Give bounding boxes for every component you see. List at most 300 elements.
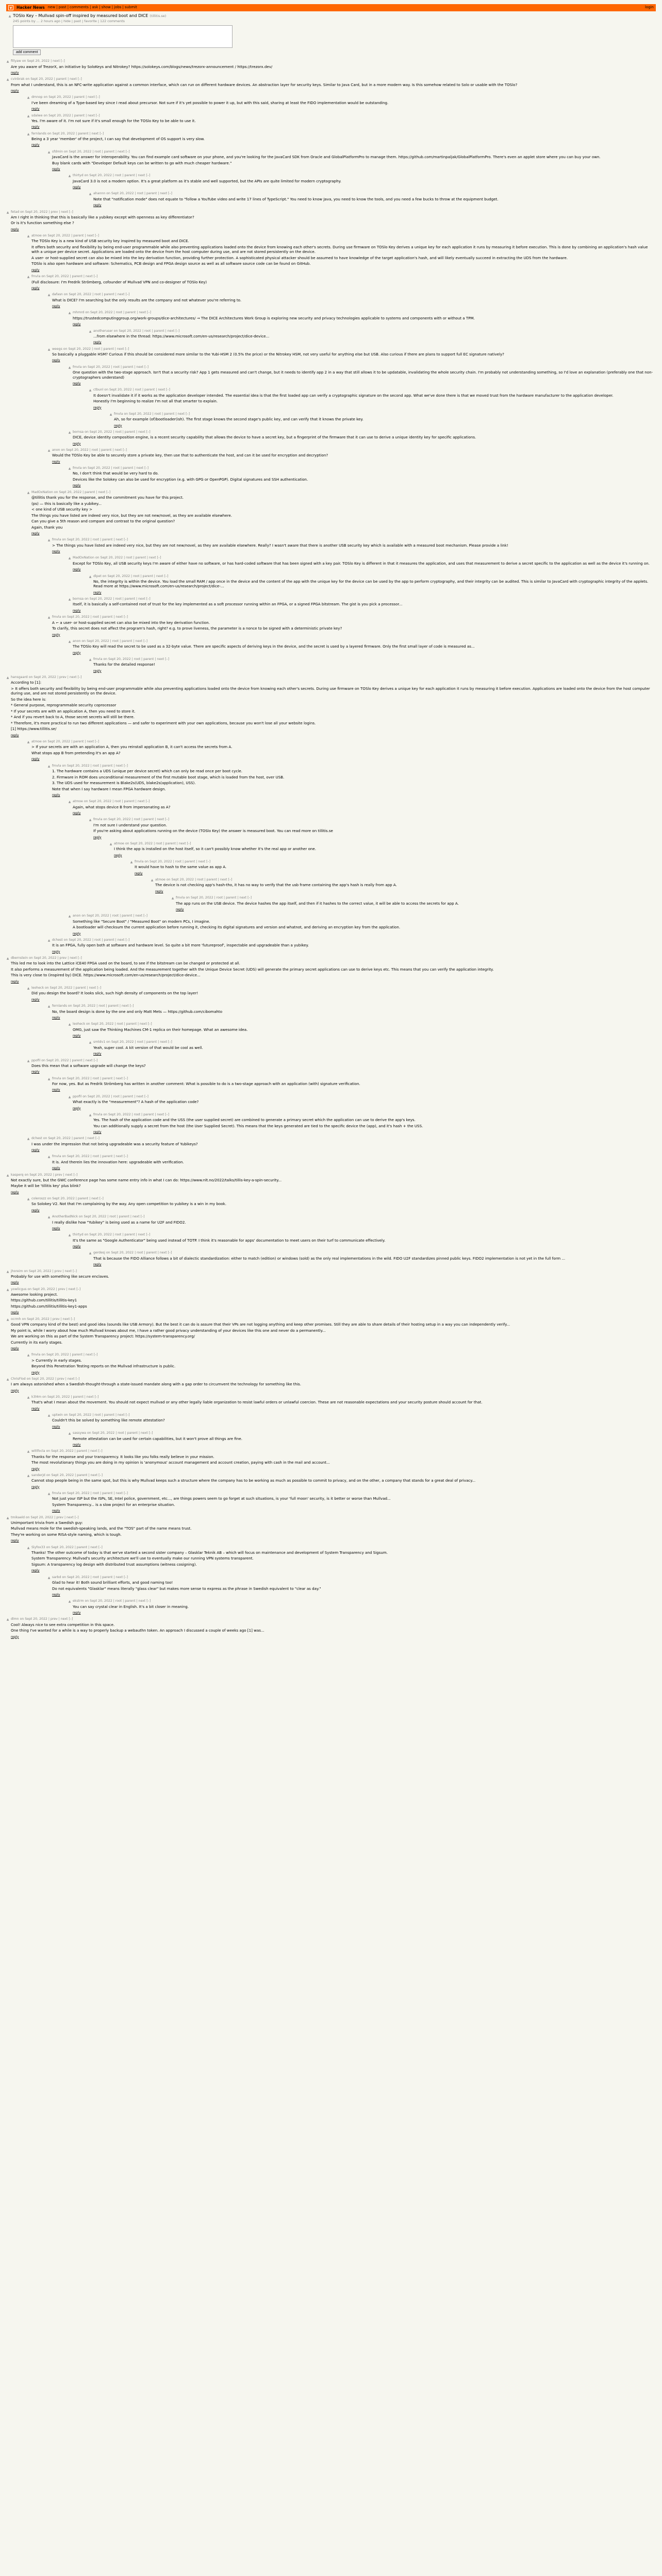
comment-nav-links[interactable]: | root | parent | next [–] <box>115 1431 153 1435</box>
comment-username[interactable]: fmvla <box>52 1491 61 1495</box>
comment-age-link[interactable]: on Sept 20, 2022 <box>62 615 90 619</box>
comment-nav-links[interactable]: | prev | next [–] <box>48 210 73 214</box>
upvote-arrow-icon[interactable]: ▲ <box>6 78 9 82</box>
comment-age-link[interactable]: on Sept 20, 2022 <box>61 448 89 452</box>
comment-reply-link[interactable]: reply <box>11 1635 19 1639</box>
comment-reply-link[interactable]: reply <box>73 608 81 613</box>
upvote-arrow-icon[interactable]: ▲ <box>27 490 30 495</box>
upvote-arrow-icon[interactable]: ▲ <box>47 293 51 297</box>
comment-reply-link[interactable]: reply <box>31 286 40 291</box>
comment-nav-links[interactable]: | root | parent | next [–] <box>142 329 180 333</box>
story-domain-link[interactable]: (tillitis.se) <box>150 14 167 18</box>
comment-username[interactable]: tmikaeld <box>11 1515 25 1519</box>
upvote-arrow-icon[interactable]: ▲ <box>89 574 92 579</box>
comment-reply-link[interactable]: reply <box>93 341 102 345</box>
upvote-arrow-icon[interactable]: ▲ <box>68 467 71 471</box>
comment-reply-link[interactable]: reply <box>176 908 184 912</box>
comment-username[interactable]: coleroszz <box>31 1197 46 1201</box>
comment-age-link[interactable]: on Sept 20, 2022 <box>84 174 112 178</box>
comment-reply-link[interactable]: reply <box>31 1467 40 1471</box>
comment-reply-link[interactable]: reply <box>11 733 19 737</box>
nav-link[interactable]: comments <box>70 5 89 10</box>
comment-username[interactable]: k3l4m <box>31 1395 42 1399</box>
comment-age-link[interactable]: on Sept 20, 2022 <box>62 1575 90 1579</box>
comment-age-link[interactable]: on Sept 20, 2022 <box>82 365 110 369</box>
upvote-arrow-icon[interactable]: ▲ <box>151 878 154 883</box>
comment-reply-link[interactable]: reply <box>73 484 81 488</box>
comment-age-link[interactable]: on Sept 20, 2022 <box>106 192 134 196</box>
upvote-arrow-icon[interactable]: ▲ <box>89 192 92 196</box>
upvote-arrow-icon[interactable]: ▲ <box>47 150 51 154</box>
comment-age-link[interactable]: on Sept 20, 2022 <box>78 1215 107 1219</box>
comment-reply-link[interactable]: reply <box>11 1388 19 1393</box>
comment-reply-link[interactable]: reply <box>52 460 60 464</box>
comment-age-link[interactable]: on Sept 20, 2022 <box>62 1076 90 1080</box>
comment-age-link[interactable]: on Sept 20, 2022 <box>95 556 123 560</box>
comment-age-link[interactable]: on Sept 20, 2022 <box>20 210 48 214</box>
upvote-arrow-icon[interactable]: ▲ <box>68 1233 71 1238</box>
comment-username[interactable]: yowlicgus <box>11 1287 27 1291</box>
comment-username[interactable]: atmoe <box>31 740 42 744</box>
upvote-arrow-icon[interactable]: ▲ <box>47 1215 51 1219</box>
comment-age-link[interactable]: on Sept 20, 2022 <box>102 574 130 578</box>
comment-username[interactable]: fmvla <box>52 615 61 619</box>
comment-age-link[interactable]: on Sept 20, 2022 <box>106 1040 134 1044</box>
comment-username[interactable]: uptwin <box>52 1413 63 1417</box>
comment-username[interactable]: ppofil <box>73 1094 82 1098</box>
comment-nav-links[interactable]: | root | parent | next [–] <box>110 914 148 918</box>
comment-reply-link[interactable]: reply <box>52 550 60 554</box>
upvote-arrow-icon[interactable]: ▲ <box>47 1077 51 1081</box>
comment-nav-links[interactable]: | prev | next [–] <box>53 1173 78 1177</box>
comment-reply-link[interactable]: reply <box>31 1070 40 1074</box>
upvote-arrow-icon[interactable]: ▲ <box>6 1269 9 1274</box>
comment-username[interactable]: bornsa <box>73 430 84 434</box>
comment-username[interactable]: ahannn <box>93 192 106 196</box>
comment-reply-link[interactable]: reply <box>73 1611 81 1615</box>
comment-username[interactable]: ekstrm <box>73 1599 84 1603</box>
comment-reply-link[interactable]: reply <box>31 143 40 147</box>
comment-age-link[interactable]: on Sept 20, 2022 <box>41 275 69 279</box>
upvote-arrow-icon[interactable]: ▲ <box>68 1432 71 1436</box>
comment-reply-link[interactable]: reply <box>31 1208 40 1212</box>
comment-reply-link[interactable]: reply <box>73 1443 81 1447</box>
comment-reply-link[interactable]: reply <box>52 1227 60 1231</box>
nav-link[interactable]: new <box>47 5 56 10</box>
comment-reply-link[interactable]: reply <box>114 423 122 428</box>
comment-reply-link[interactable]: reply <box>31 268 40 272</box>
comment-age-link[interactable]: on Sept 20, 2022 <box>85 311 113 315</box>
upvote-arrow-icon[interactable]: ▲ <box>6 1287 9 1292</box>
upvote-arrow-icon[interactable]: ▲ <box>27 987 30 991</box>
comment-age-link[interactable]: on Sept 20, 2022 <box>29 956 57 960</box>
comment-nav-links[interactable]: | root | parent | next [–] <box>90 1076 128 1080</box>
comment-username[interactable]: fmvla <box>93 657 103 661</box>
upvote-arrow-icon[interactable]: ▲ <box>27 1450 30 1454</box>
comment-age-link[interactable]: on Sept 20, 2022 <box>85 597 112 601</box>
nav-link[interactable]: ask <box>92 5 98 10</box>
upvote-arrow-icon[interactable]: ▲ <box>47 347 51 351</box>
comment-reply-link[interactable]: reply <box>11 979 19 984</box>
comment-reply-link[interactable]: reply <box>52 633 60 637</box>
comment-nav-links[interactable]: | prev | next [–] <box>50 1317 75 1321</box>
comment-reply-link[interactable]: reply <box>73 811 81 816</box>
upvote-arrow-icon[interactable]: ▲ <box>68 914 71 919</box>
comment-username[interactable]: dchest <box>52 938 63 942</box>
upvote-arrow-icon[interactable]: ▲ <box>89 1251 92 1256</box>
comment-nav-links[interactable]: | root | parent | next [–] <box>131 574 169 578</box>
comment-reply-link[interactable]: reply <box>31 107 40 111</box>
comment-username[interactable]: dlpet <box>93 574 102 578</box>
comment-nav-links[interactable]: | root | parent | next [–] <box>90 1155 128 1159</box>
comment-username[interactable]: anon <box>73 914 81 918</box>
comment-username[interactable]: cvinbrak <box>11 77 25 81</box>
upvote-arrow-icon[interactable]: ▲ <box>68 1600 71 1604</box>
comment-username[interactable]: bornsa <box>73 597 84 601</box>
comment-nav-links[interactable]: | parent | next [–] <box>82 490 111 494</box>
comment-age-link[interactable]: on Sept 20, 2022 <box>22 1317 49 1321</box>
upvote-arrow-icon[interactable]: ▲ <box>47 764 51 768</box>
comment-username[interactable]: MadOxNation <box>31 490 53 494</box>
comment-reply-link[interactable]: reply <box>11 1311 19 1315</box>
upvote-arrow-icon[interactable]: ▲ <box>6 1618 9 1622</box>
comment-nav-links[interactable]: | parent | next [–] <box>71 1137 100 1141</box>
comment-reply-link[interactable]: reply <box>52 1166 60 1171</box>
upvote-arrow-icon[interactable]: ▲ <box>47 449 51 453</box>
comment-age-link[interactable]: on Sept 20, 2022 <box>86 1022 114 1026</box>
upvote-arrow-icon[interactable]: ▲ <box>27 1396 30 1400</box>
comment-reply-link[interactable]: reply <box>31 997 40 1002</box>
comment-reply-link[interactable]: reply <box>73 568 81 572</box>
comment-reply-link[interactable]: reply <box>73 1106 81 1110</box>
comment-nav-links[interactable]: | root | parent | next [–] <box>96 1004 134 1008</box>
upvote-arrow-icon[interactable]: ▲ <box>27 234 30 239</box>
comment-reply-link[interactable]: reply <box>31 1406 40 1411</box>
comment-age-link[interactable]: on Sept 20, 2022 <box>144 860 172 864</box>
comment-nav-links[interactable]: | parent | next [–] <box>72 113 100 117</box>
comment-reply-link[interactable]: reply <box>73 651 81 655</box>
comment-nav-links[interactable]: | prev | next [–] <box>57 956 82 960</box>
add-comment-button[interactable]: add comment <box>13 49 41 55</box>
comment-username[interactable]: wittfocla <box>31 1449 45 1453</box>
comment-nav-links[interactable]: | root | parent | next [–] <box>90 1491 128 1495</box>
comment-reply-link[interactable]: reply <box>114 853 122 857</box>
upvote-arrow-icon[interactable]: ▲ <box>68 800 71 804</box>
comment-age-link[interactable]: on Sept 20, 2022 <box>82 1094 110 1098</box>
comment-age-link[interactable]: on Sept 20, 2022 <box>42 1395 70 1399</box>
comment-age-link[interactable]: on Sept 20, 2022 <box>103 657 131 661</box>
comment-age-link[interactable]: on Sept 20, 2022 <box>113 329 141 333</box>
comment-age-link[interactable]: on Sept 20, 2022 <box>85 1599 112 1603</box>
comment-nav-links[interactable]: | root | parent | next [–] <box>131 1112 169 1116</box>
comment-nav-links[interactable]: | root | parent | next [–] <box>135 1251 172 1255</box>
comment-nav-links[interactable]: | prev | next [–] <box>52 1269 77 1273</box>
comment-username[interactable]: fmvla <box>52 538 61 542</box>
comment-reply-link[interactable]: reply <box>31 1148 40 1153</box>
comment-nav-links[interactable]: | root | parent | next [–] <box>89 448 127 452</box>
comment-username[interactable]: fmvla <box>93 818 103 822</box>
upvote-arrow-icon[interactable]: ▲ <box>27 1473 30 1478</box>
comment-username[interactable]: sfdmin <box>52 149 63 154</box>
comment-username[interactable]: ppofil <box>31 1058 41 1062</box>
upvote-arrow-icon[interactable]: ▲ <box>68 598 71 602</box>
comment-reply-link[interactable]: reply <box>52 1509 60 1513</box>
comment-nav-links[interactable]: | root | parent | next [–] <box>214 896 252 900</box>
comment-nav-links[interactable]: | parent | next [–] <box>70 1353 98 1357</box>
comment-reply-link[interactable]: reply <box>31 1485 40 1489</box>
comment-age-link[interactable]: on Sept 20, 2022 <box>103 818 131 822</box>
upvote-arrow-icon[interactable]: ▲ <box>68 311 71 315</box>
comment-age-link[interactable]: on Sept 20, 2022 <box>24 1269 52 1273</box>
comment-nav-links[interactable]: | next [–] <box>51 59 65 63</box>
comment-nav-links[interactable]: | root | parent | next [–] <box>173 860 210 864</box>
comment-age-link[interactable]: on Sept 20, 2022 <box>166 878 194 882</box>
comment-nav-links[interactable]: | root | parent | next [–] <box>107 1215 145 1219</box>
comment-nav-links[interactable]: | parent | next [–] <box>70 1058 98 1062</box>
comment-nav-links[interactable]: | root | parent | next [–] <box>92 347 129 351</box>
comment-age-link[interactable]: on Sept 20, 2022 <box>106 1251 134 1255</box>
comment-nav-links[interactable]: | root | parent | next [–] <box>90 1575 128 1579</box>
upvote-arrow-icon[interactable]: ▲ <box>47 1414 51 1418</box>
comment-nav-links[interactable]: | root | parent | next [–] <box>92 149 130 154</box>
hn-logo-icon[interactable]: Y <box>8 5 13 10</box>
comment-nav-links[interactable]: | root | parent | next [–] <box>92 293 130 297</box>
comment-username[interactable]: dbernstein <box>11 956 28 960</box>
nav-link[interactable]: submit <box>124 5 137 10</box>
comment-age-link[interactable]: on Sept 20, 2022 <box>25 77 53 81</box>
comment-username[interactable]: anon <box>52 448 60 452</box>
comment-nav-links[interactable]: | root | parent | next [–] <box>111 1094 148 1098</box>
comment-age-link[interactable]: on Sept 20, 2022 <box>81 639 109 643</box>
comment-nav-links[interactable]: | parent | next [–] <box>75 1197 104 1201</box>
comment-nav-links[interactable]: | root | parent | next [–] <box>111 365 148 369</box>
comment-nav-links[interactable]: | root | parent | next [–] <box>112 1233 151 1237</box>
comment-age-link[interactable]: on Sept 20, 2022 <box>125 841 153 845</box>
comment-nav-links[interactable]: | root | parent | next [–] <box>135 192 172 196</box>
comment-reply-link[interactable]: reply <box>52 1425 60 1429</box>
comment-username[interactable]: fmvla <box>135 860 144 864</box>
comment-nav-links[interactable]: | root | parent | next [–] <box>90 615 128 619</box>
comment-username[interactable]: fmvla <box>73 365 82 369</box>
comment-age-link[interactable]: on Sept 20, 2022 <box>62 1491 90 1495</box>
comment-age-link[interactable]: on Sept 20, 2022 <box>28 675 56 680</box>
comment-nav-links[interactable]: | root | parent | next [–] <box>131 818 169 822</box>
comment-reply-link[interactable]: reply <box>93 590 102 595</box>
comment-reply-link[interactable]: reply <box>135 871 143 875</box>
comment-age-link[interactable]: on Sept 20, 2022 <box>42 740 71 744</box>
comment-reply-link[interactable]: reply <box>11 89 19 93</box>
comment-nav-links[interactable]: | parent | next [–] <box>71 740 100 744</box>
comment-username[interactable]: dlmn <box>11 1617 19 1621</box>
comment-nav-links[interactable]: | parent | next [–] <box>76 131 104 135</box>
comment-nav-links[interactable]: | prev | next [–] <box>54 1515 79 1519</box>
comment-age-link[interactable]: on Sept 20, 2022 <box>54 490 82 494</box>
comment-reply-link[interactable]: reply <box>52 359 60 363</box>
comment-age-link[interactable]: on Sept 20, 2022 <box>47 131 75 135</box>
upvote-arrow-icon[interactable]: ▲ <box>89 329 92 333</box>
comment-username[interactable]: ChrisFlod <box>11 1377 26 1381</box>
comment-age-link[interactable]: on Sept 20, 2022 <box>85 430 112 434</box>
comment-reply-link[interactable]: reply <box>93 1130 102 1134</box>
comment-username[interactable]: leoheck <box>31 986 44 990</box>
upvote-arrow-icon[interactable]: ▲ <box>47 1575 51 1580</box>
upvote-arrow-icon[interactable]: ▲ <box>89 1113 92 1117</box>
comment-username[interactable]: fetad <box>11 210 20 214</box>
upvote-arrow-icon[interactable]: ▲ <box>27 1353 30 1358</box>
upvote-arrow-icon[interactable]: ▲ <box>47 938 51 942</box>
comment-reply-link[interactable]: reply <box>11 1190 19 1194</box>
comment-reply-link[interactable]: reply <box>11 227 19 231</box>
comment-nav-links[interactable]: | root | parent | next [–] <box>133 388 170 392</box>
comment-username[interactable]: thirtyd <box>73 174 84 178</box>
comment-reply-link[interactable]: reply <box>52 1016 60 1020</box>
comment-reply-link[interactable]: reply <box>73 382 81 385</box>
comment-nav-links[interactable]: | prev | next [–] <box>56 1287 81 1291</box>
comment-nav-links[interactable]: | parent | next [–] <box>71 1395 99 1399</box>
comment-nav-links[interactable]: | root | parent | next [–] <box>113 1599 151 1603</box>
upvote-arrow-icon[interactable]: ▲ <box>27 1197 30 1201</box>
comment-nav-links[interactable]: | parent | next [–] <box>73 986 102 990</box>
comment-nav-links[interactable]: | prev | next [–] <box>55 1377 80 1381</box>
comment-age-link[interactable]: on Sept 20, 2022 <box>41 1353 69 1357</box>
upvote-arrow-icon[interactable]: ▲ <box>6 957 9 961</box>
comment-username[interactable]: fmvla <box>176 896 185 900</box>
comment-reply-link[interactable]: reply <box>93 204 102 208</box>
nav-link[interactable]: jobs <box>114 5 122 10</box>
comment-username[interactable]: AnotherBadNick <box>52 1215 78 1219</box>
upvote-arrow-icon[interactable]: ▲ <box>6 1516 9 1520</box>
comment-username[interactable]: thirtyd <box>73 1233 84 1237</box>
comment-age-link[interactable]: on Sept 20, 2022 <box>20 1617 47 1621</box>
comment-reply-link[interactable]: reply <box>93 1263 102 1267</box>
comment-nav-links[interactable]: | root | parent | next [–] <box>112 174 151 178</box>
upvote-arrow-icon[interactable]: ▲ <box>68 365 71 369</box>
comment-username[interactable]: fmvla <box>31 1353 41 1357</box>
comment-age-link[interactable]: on Sept 20, 2022 <box>47 1197 75 1201</box>
comment-reply-link[interactable]: reply <box>11 71 19 75</box>
comment-nav-links[interactable]: | parent | next [–] <box>72 95 100 99</box>
comment-username[interactable]: fernlands <box>52 1004 67 1008</box>
comment-age-link[interactable]: on Sept 20, 2022 <box>43 1137 71 1141</box>
comment-age-link[interactable]: on Sept 20, 2022 <box>41 1058 69 1062</box>
comment-nav-links[interactable]: | root | parent | next [–] <box>113 597 151 601</box>
comment-username[interactable]: kasperq <box>11 1173 24 1177</box>
nav-link[interactable]: past <box>58 5 67 10</box>
comment-nav-links[interactable]: | prev | next [–] <box>48 1617 73 1621</box>
upvote-arrow-icon[interactable]: ▲ <box>47 1492 51 1496</box>
upvote-arrow-icon[interactable]: ▲ <box>89 1041 92 1045</box>
upvote-arrow-icon[interactable]: ▲ <box>68 1095 71 1099</box>
comment-age-link[interactable]: on Sept 20, 2022 <box>84 800 112 804</box>
comment-textarea[interactable] <box>13 25 233 48</box>
comment-age-link[interactable]: on Sept 20, 2022 <box>46 1473 74 1477</box>
comment-age-link[interactable]: on Sept 20, 2022 <box>46 1545 74 1549</box>
comment-age-link[interactable]: on Sept 20, 2022 <box>84 1233 112 1237</box>
upvote-arrow-icon[interactable]: ▲ <box>47 1005 51 1009</box>
comment-nav-links[interactable]: | root | parent | next [–] <box>111 466 148 470</box>
comment-username[interactable]: smtdv1 <box>93 1040 106 1044</box>
comment-reply-link[interactable]: reply <box>52 793 60 797</box>
comment-nav-links[interactable]: | prev | next [–] <box>57 675 82 680</box>
comment-username[interactable]: Slyfox33 <box>31 1545 45 1549</box>
comment-username[interactable]: atmoe <box>114 841 124 845</box>
comment-username[interactable]: atmoe <box>31 234 42 238</box>
upvote-arrow-icon[interactable]: ▲ <box>89 388 92 393</box>
comment-age-link[interactable]: on Sept 20, 2022 <box>63 1413 92 1417</box>
upvote-arrow-icon[interactable]: ▲ <box>130 860 133 865</box>
comment-reply-link[interactable]: reply <box>73 185 81 190</box>
comment-username[interactable]: MadOxNation <box>73 556 94 560</box>
comment-nav-links[interactable]: | parent | next [–] <box>74 1449 103 1453</box>
comment-username[interactable]: fmvla <box>114 412 123 416</box>
comment-age-link[interactable]: on Sept 20, 2022 <box>87 1431 115 1435</box>
comment-age-link[interactable]: on Sept 20, 2022 <box>62 538 90 542</box>
upvote-arrow-icon[interactable]: ▲ <box>68 639 71 643</box>
comment-reply-link[interactable]: reply <box>93 405 102 410</box>
comment-nav-links[interactable]: | root | parent | next [–] <box>114 1022 152 1026</box>
comment-username[interactable]: sarbd <box>52 1575 61 1579</box>
upvote-arrow-icon[interactable]: ▲ <box>171 896 174 901</box>
comment-nav-links[interactable]: | root | parent | next [–] <box>152 412 190 416</box>
comment-reply-link[interactable]: reply <box>31 125 40 129</box>
comment-nav-links[interactable]: | root | parent | next [–] <box>195 878 233 882</box>
comment-age-link[interactable]: on Sept 20, 2022 <box>43 95 71 99</box>
comment-username[interactable]: fmvla <box>31 275 41 279</box>
upvote-arrow-icon[interactable]: ▲ <box>8 14 11 18</box>
upvote-arrow-icon[interactable]: ▲ <box>6 1377 9 1381</box>
comment-age-link[interactable]: on Sept 20, 2022 <box>104 388 132 392</box>
comment-username[interactable]: weegs <box>52 347 62 351</box>
comment-reply-link[interactable]: reply <box>11 1281 19 1285</box>
upvote-arrow-icon[interactable]: ▲ <box>27 1546 30 1550</box>
upvote-arrow-icon[interactable]: ▲ <box>47 1155 51 1159</box>
comment-nav-links[interactable]: | root | parent | next [–] <box>90 764 128 768</box>
comment-age-link[interactable]: on Sept 20, 2022 <box>43 113 71 117</box>
comment-nav-links[interactable]: | root | parent | next [–] <box>92 1413 130 1417</box>
upvote-arrow-icon[interactable]: ▲ <box>89 657 92 662</box>
upvote-arrow-icon[interactable]: ▲ <box>27 740 30 744</box>
comment-age-link[interactable]: on Sept 20, 2022 <box>24 1173 52 1177</box>
comment-age-link[interactable]: on Sept 20, 2022 <box>62 1155 90 1159</box>
comment-reply-link[interactable]: reply <box>93 669 102 673</box>
upvote-arrow-icon[interactable]: ▲ <box>27 275 30 279</box>
comment-username[interactable]: sdalwe <box>31 113 43 117</box>
comment-username[interactable]: atmoe <box>73 800 83 804</box>
comment-username[interactable]: atmoe <box>155 878 166 882</box>
upvote-arrow-icon[interactable]: ▲ <box>27 1137 30 1141</box>
upvote-arrow-icon[interactable]: ▲ <box>89 818 92 822</box>
comment-age-link[interactable]: on Sept 20, 2022 <box>26 1377 54 1381</box>
comment-username[interactable]: hansgaard <box>11 675 28 680</box>
comment-username[interactable]: fernlands <box>31 131 46 135</box>
upvote-arrow-icon[interactable]: ▲ <box>68 1023 71 1027</box>
upvote-arrow-icon[interactable]: ▲ <box>27 96 30 100</box>
upvote-arrow-icon[interactable]: ▲ <box>6 210 9 214</box>
comment-nav-links[interactable]: | root | parent | next [–] <box>110 639 148 643</box>
comment-reply-link[interactable]: reply <box>73 1034 81 1038</box>
comment-age-link[interactable]: on Sept 20, 2022 <box>103 1112 131 1116</box>
comment-reply-link[interactable]: reply <box>155 889 163 893</box>
comment-username[interactable]: gerdesj <box>93 1251 105 1255</box>
comment-age-link[interactable]: on Sept 20, 2022 <box>124 412 152 416</box>
comment-reply-link[interactable]: reply <box>31 757 40 761</box>
comment-age-link[interactable]: on Sept 20, 2022 <box>22 59 50 63</box>
upvote-arrow-icon[interactable]: ▲ <box>68 430 71 434</box>
comment-age-link[interactable]: on Sept 20, 2022 <box>25 1515 54 1519</box>
comment-username[interactable]: fmvla <box>52 764 61 768</box>
comment-age-link[interactable]: on Sept 20, 2022 <box>63 149 92 154</box>
comment-username[interactable]: fillyaw <box>11 59 21 63</box>
